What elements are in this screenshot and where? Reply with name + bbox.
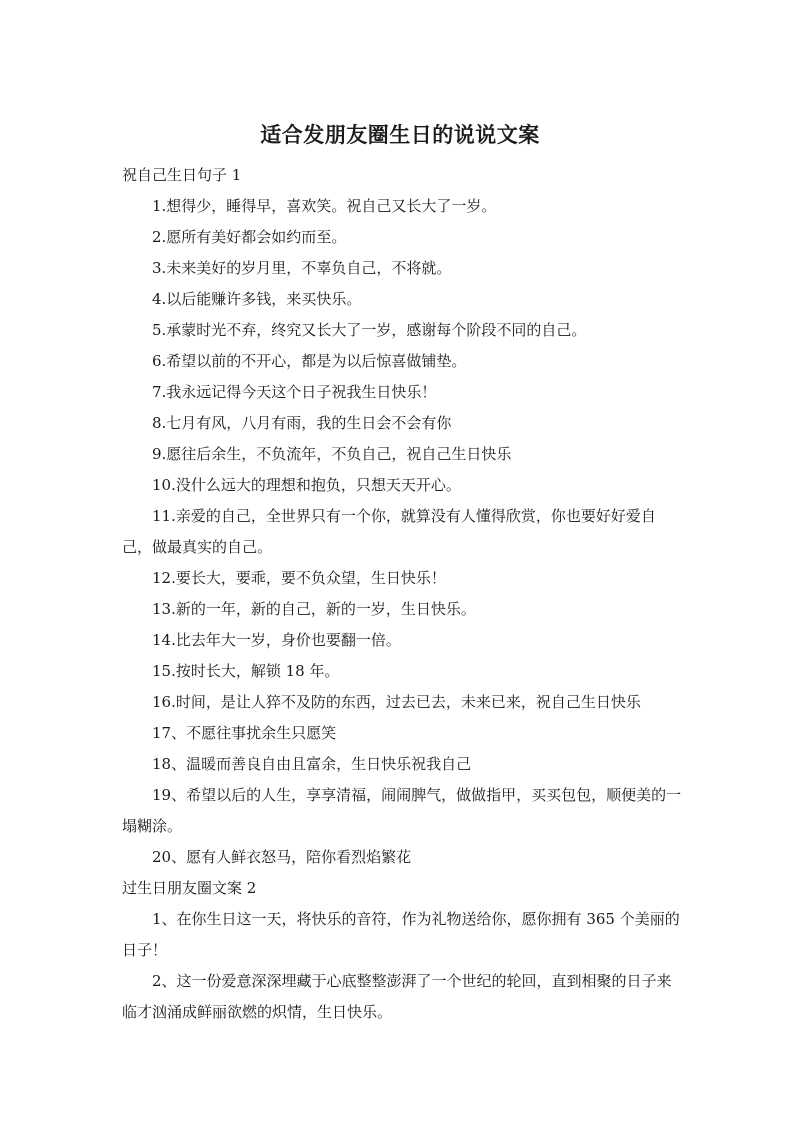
list-item: 13.新的一年，新的自己，新的一岁，生日快乐。 [152, 600, 476, 618]
list-item: 11.亲爱的自己，全世界只有一个你，就算没有人懂得欣赏，你也要好好爱自己，做最真实的自己。 [122, 507, 656, 556]
list-item: 3.未来美好的岁月里，不辜负自己，不将就。 [152, 259, 452, 277]
list-item: 12.要长大，要乖，要不负众望，生日快乐！ [152, 569, 446, 587]
list-item: 9.愿往后余生，不负流年，不负自己，祝自己生日快乐 [152, 445, 512, 463]
list-item: 15.按时长大，解锁 18 年。 [152, 662, 340, 680]
list-item: 6.希望以前的不开心，都是为以后惊喜做铺垫。 [152, 352, 467, 370]
list-item: 5.承蒙时光不弃，终究又长大了一岁，感谢每个阶段不同的自己。 [152, 321, 587, 339]
list-item: 7.我永远记得今天这个日子祝我生日快乐！ [152, 383, 437, 401]
list-item: 8.七月有风，八月有雨，我的生日会不会有你 [152, 414, 452, 432]
list-item: 1、在你生日这一天，将快乐的音符，作为礼物送给你，愿你拥有 365 个美丽的日子！ [122, 910, 680, 959]
section-heading-1: 祝自己生日句子 1 [122, 166, 242, 184]
list-item: 10.没什么远大的理想和抱负，只想天天开心。 [152, 476, 461, 494]
list-item: 18、温暖而善良自由且富余，生日快乐祝我自己 [152, 755, 472, 773]
list-item: 20、愿有人鲜衣怒马，陪你看烈焰繁花 [152, 848, 412, 866]
list-item: 19、希望以后的人生，享享清福，闹闹脾气，做做指甲，买买包包，顺便美的一塌糊涂。 [122, 786, 682, 835]
document-body [122, 160, 682, 1028]
section-heading-2: 过生日朋友圈文案 2 [122, 879, 257, 897]
document-title: 适合发朋友圈生日的说说文案 [260, 123, 540, 147]
list-item: 14.比去年大一岁，身价也要翻一倍。 [152, 631, 401, 649]
list-item: 16.时间，是让人猝不及防的东西，过去已去，未来已来，祝自己生日快乐 [152, 693, 641, 711]
list-item: 17、不愿往事扰余生只愿笑 [152, 724, 337, 742]
list-item: 4.以后能赚许多钱，来买快乐。 [152, 290, 362, 308]
list-item: 2、这一份爱意深深埋藏于心底整整澎湃了一个世纪的轮回，直到相聚的日子来临才汹涌成鲜丽欲燃的炽情，生日快乐。 [122, 972, 672, 1021]
list-item: 1.想得少，睡得早，喜欢笑。祝自己又长大了一岁。 [152, 197, 497, 215]
list-item: 2.愿所有美好都会如约而至。 [152, 228, 347, 246]
